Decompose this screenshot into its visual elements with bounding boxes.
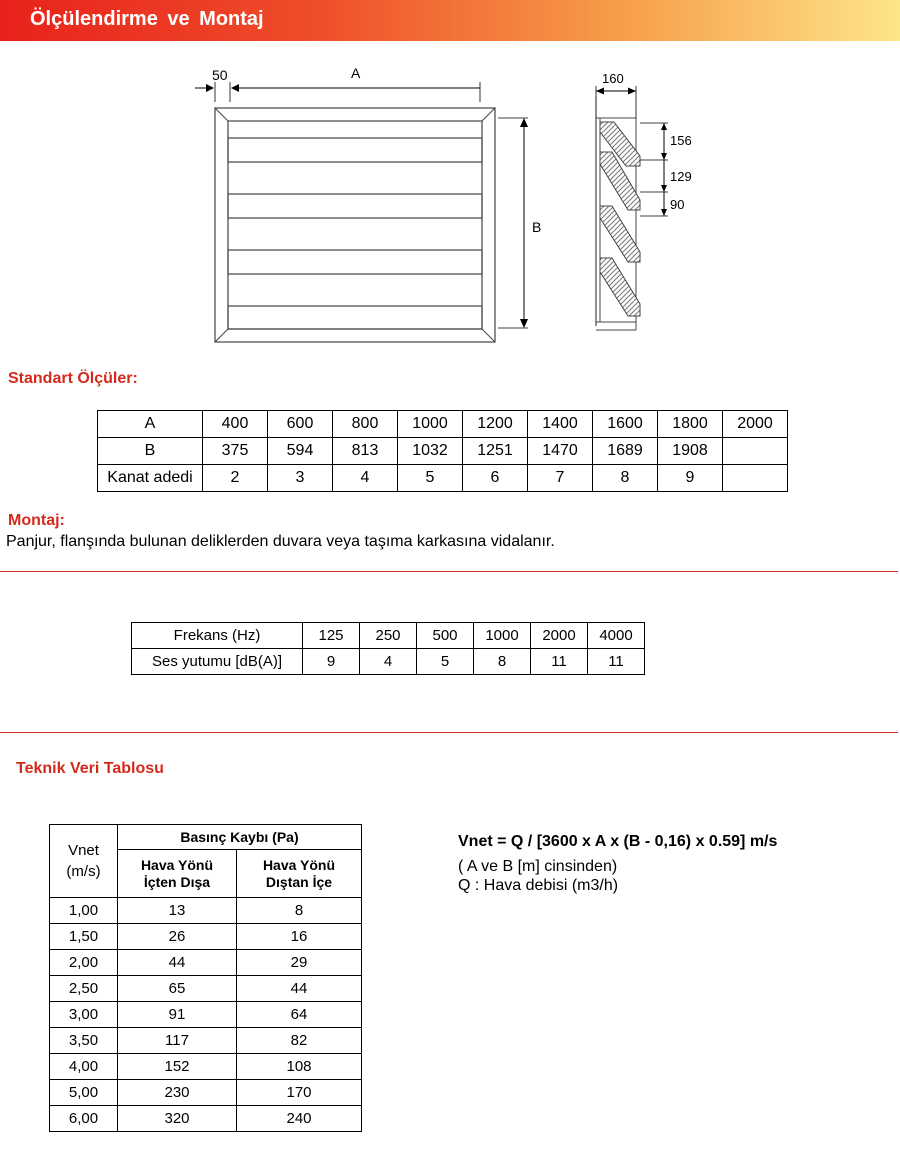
divider: [0, 571, 898, 572]
table-cell: 1689: [593, 438, 658, 465]
table-cell: 125: [303, 623, 360, 649]
table-cell: 6: [463, 465, 528, 492]
table-cell: 117: [118, 1028, 237, 1054]
blade: [228, 138, 482, 162]
table-cell: 2: [203, 465, 268, 492]
table-cell: 4: [333, 465, 398, 492]
table-cell: Ses yutumu [dB(A)]: [132, 649, 303, 675]
table-cell: A: [98, 411, 203, 438]
table-cell: 2,50: [50, 976, 118, 1002]
table-row: [50, 1002, 362, 1028]
table-cell: [723, 465, 788, 492]
table-cell: 152: [118, 1054, 237, 1080]
table-row: [50, 950, 362, 976]
table-row: [132, 623, 645, 649]
table-cell: 1600: [593, 411, 658, 438]
table-cell: 320: [118, 1106, 237, 1132]
dim-160-label: 160: [602, 71, 624, 86]
technical-table: [49, 824, 362, 1132]
table-cell: 1400: [528, 411, 593, 438]
vnet-header: Vnet (m/s): [50, 825, 118, 898]
table-cell: 82: [237, 1028, 362, 1054]
table-row: [50, 1054, 362, 1080]
pressure-header: Basınç Kaybı (Pa): [118, 825, 362, 850]
table-row: [50, 976, 362, 1002]
table-cell: 65: [118, 976, 237, 1002]
table-cell: 91: [118, 1002, 237, 1028]
montaj-text: Panjur, flanşında bulunan deliklerden duvara veya taşıma karkasına vidalanır.: [6, 533, 555, 550]
table-cell: 2,00: [50, 950, 118, 976]
blade: [228, 194, 482, 218]
table-row: [50, 924, 362, 950]
table-cell: 813: [333, 438, 398, 465]
standard-table: [97, 410, 788, 492]
table-cell: 9: [303, 649, 360, 675]
table-cell: 240: [237, 1106, 362, 1132]
louver-drawing: [0, 45, 900, 395]
table-cell: 600: [268, 411, 333, 438]
table-cell: 11: [588, 649, 645, 675]
in-out-header: Hava Yönü İçten Dışa: [118, 850, 237, 898]
table-cell: [723, 438, 788, 465]
table-cell: 500: [417, 623, 474, 649]
front-frame-outer: [215, 108, 495, 342]
dim-90-label: 90: [670, 197, 685, 212]
table-cell: 1470: [528, 438, 593, 465]
table-cell: 13: [118, 898, 237, 924]
table-cell: Frekans (Hz): [132, 623, 303, 649]
dim-50-label: 50: [212, 67, 228, 83]
table-cell: 9: [658, 465, 723, 492]
table-row: [132, 649, 645, 675]
blade-section: [600, 258, 640, 316]
table-row: [50, 1028, 362, 1054]
table-cell: 16: [237, 924, 362, 950]
table-cell: 594: [268, 438, 333, 465]
table-row: [50, 1080, 362, 1106]
table-cell: 4,00: [50, 1054, 118, 1080]
montaj-heading: Montaj:: [8, 512, 65, 529]
divider: [0, 732, 898, 733]
table-cell: 3,00: [50, 1002, 118, 1028]
table-cell: 1200: [463, 411, 528, 438]
dim-a-label: A: [351, 65, 361, 81]
table-cell: 8: [593, 465, 658, 492]
table-cell: Kanat adedi: [98, 465, 203, 492]
table-cell: 11: [531, 649, 588, 675]
table-cell: 1000: [398, 411, 463, 438]
table-cell: 4000: [588, 623, 645, 649]
table-cell: 3: [268, 465, 333, 492]
table-cell: 250: [360, 623, 417, 649]
dim-129-label: 129: [670, 169, 692, 184]
table-cell: 2000: [723, 411, 788, 438]
blade: [228, 306, 482, 329]
formula-note-2: Q : Hava debisi (m3/h): [458, 877, 619, 894]
standard-heading: Standart Ölçüler:: [8, 370, 138, 387]
table-cell: 1,00: [50, 898, 118, 924]
table-cell: 5,00: [50, 1080, 118, 1106]
table-cell: 1800: [658, 411, 723, 438]
dim-b-label: B: [532, 219, 542, 235]
table-cell: 5: [417, 649, 474, 675]
table-cell: 44: [118, 950, 237, 976]
out-in-header: Hava Yönü Dıştan İçe: [237, 850, 362, 898]
sound-table: [131, 622, 645, 675]
table-cell: 8: [474, 649, 531, 675]
formula-note-1: ( A ve B [m] cinsinden): [458, 858, 618, 875]
table-cell: 26: [118, 924, 237, 950]
page-title: Ölçülendirme ve Montaj: [30, 8, 264, 30]
table-row: [98, 465, 788, 492]
table-row: [50, 898, 362, 924]
table-cell: 1251: [463, 438, 528, 465]
table-cell: 375: [203, 438, 268, 465]
table-cell: 6,00: [50, 1106, 118, 1132]
blade-section: [600, 206, 640, 262]
table-row: [98, 411, 788, 438]
table-cell: 3,50: [50, 1028, 118, 1054]
table-row: [50, 1106, 362, 1132]
table-cell: 7: [528, 465, 593, 492]
table-cell: 1000: [474, 623, 531, 649]
table-row: [98, 438, 788, 465]
table-cell: 8: [237, 898, 362, 924]
table-cell: 64: [237, 1002, 362, 1028]
table-cell: 230: [118, 1080, 237, 1106]
table-cell: 4: [360, 649, 417, 675]
table-cell: 400: [203, 411, 268, 438]
table-cell: 170: [237, 1080, 362, 1106]
table-cell: B: [98, 438, 203, 465]
table-cell: 108: [237, 1054, 362, 1080]
technical-heading: Teknik Veri Tablosu: [16, 760, 164, 777]
table-cell: 1908: [658, 438, 723, 465]
table-cell: 29: [237, 950, 362, 976]
table-cell: 1,50: [50, 924, 118, 950]
front-frame-inner: [228, 121, 482, 329]
blade: [228, 250, 482, 274]
table-cell: 44: [237, 976, 362, 1002]
table-cell: 2000: [531, 623, 588, 649]
table-cell: 800: [333, 411, 398, 438]
table-cell: 1032: [398, 438, 463, 465]
table-cell: 5: [398, 465, 463, 492]
formula-main: Vnet = Q / [3600 x A x (B - 0,16) x 0.59] m/s: [458, 833, 778, 850]
dim-156-label: 156: [670, 133, 692, 148]
